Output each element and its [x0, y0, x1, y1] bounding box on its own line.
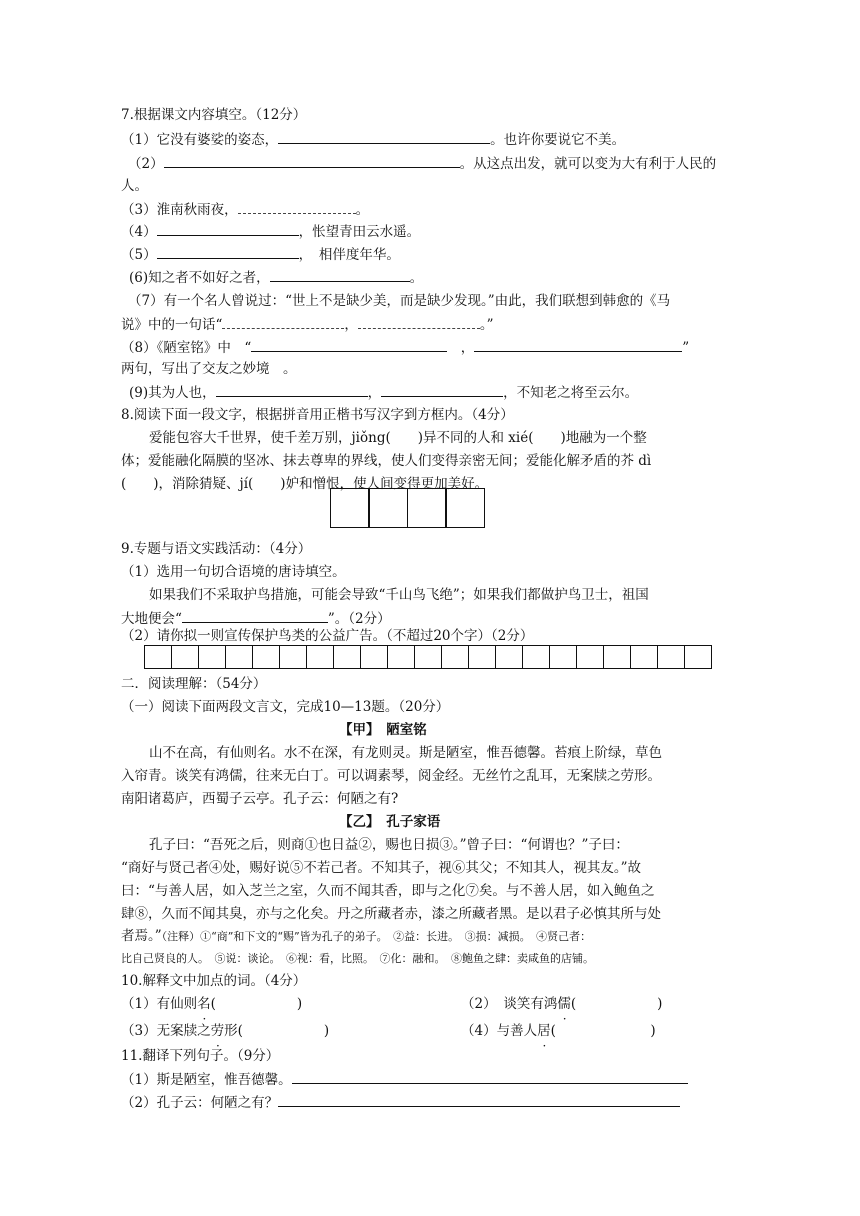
- answer-cell[interactable]: [522, 645, 551, 669]
- jia-paragraph-line: 入帘青。谈笑有鸿儒，往来无白丁。可以调素琴，阅金经。无丝竹之乱耳，无案牍之劳形。: [121, 768, 661, 784]
- q10-item-2: （2） 谈笑有鸿儒( ): [461, 996, 663, 1012]
- q11-item-1: （1）斯是陋室，惟吾德馨。: [121, 1068, 688, 1091]
- jia-paragraph-line: 山不在高，有仙则名。水不在深，有龙则灵。斯是陋室，惟吾德馨。苔痕上阶绿，草色: [149, 745, 662, 761]
- q8-paragraph-line: ( )，消除猜疑、jí( )妒和憎恨，使人间变得更加美好。: [121, 476, 489, 492]
- answer-cell[interactable]: [144, 645, 173, 669]
- q7-item-8: （8）《陋室铭》中 “ ， ”: [121, 336, 689, 359]
- answer-cell[interactable]: [603, 645, 632, 669]
- q7-item-1: （1）它没有婆娑的姿态， 。也许你要说它不美。: [121, 128, 625, 151]
- yi-notes: 比自己贤良的人。 ⑤说：谈论。 ⑥视：看，比照。 ⑦化：融和。 ⑧鲍鱼之肆：卖咸鱼的店铺。: [121, 952, 594, 965]
- answer-cell[interactable]: [252, 645, 281, 669]
- q10-title: 10.解释文中加点的词。（4分）: [121, 973, 307, 989]
- answer-blank[interactable]: [270, 266, 410, 282]
- answer-box[interactable]: [330, 488, 370, 528]
- yi-paragraph-line: 肆⑧，久而不闻其臭，亦与之化矣。丹之所藏者赤，漆之所藏者黑。是以君子必慎其所与处: [121, 906, 661, 922]
- answer-blank[interactable]: [238, 198, 356, 214]
- q9-answer-grid: [145, 645, 712, 669]
- answer-cell[interactable]: [306, 645, 335, 669]
- q9-sub-1: （1）选用一句切合语境的唐诗填空。: [121, 564, 346, 580]
- q7-item-8-cont: 两句，写出了交友之妙境 。: [121, 361, 297, 377]
- answer-blank[interactable]: [381, 381, 503, 397]
- q7-item-2: （2） 。从这点出发，就可以变为大有利于人民的: [128, 152, 716, 175]
- answer-box[interactable]: [445, 488, 485, 528]
- q8-paragraph-line: 体；爱能融化隔膜的坚冰、抹去尊卑的界线，使人们变得亲密无间；爱能化解矛盾的芥 dì: [121, 453, 652, 469]
- q8-title: 8.阅读下面一段文字，根据拼音用正楷书写汉字到方框内。（4分）: [121, 407, 514, 423]
- q7-item-4: （4） ，怅望青田云水遥。: [121, 220, 420, 243]
- jia-paragraph-line: 南阳诸葛庐，西蜀子云亭。孔子云：何陋之有?: [121, 791, 399, 807]
- q7-item-5: （5） ， 相伴度年华。: [121, 243, 400, 266]
- yi-paragraph-line: 孔子曰：“吾死之后，则商①也日益②，赐也日损③。”曾子曰：“何谓也？”子曰：: [149, 837, 629, 853]
- q9-title: 9.专题与语文实践活动：（4分）: [121, 541, 312, 557]
- q8-answer-boxes: [331, 488, 485, 528]
- q7-item-2-cont: 人。: [121, 178, 148, 194]
- answer-blank[interactable]: [474, 336, 682, 352]
- section-2-title: 二．阅读理解：（54分）: [121, 676, 267, 692]
- yi-paragraph-line: 者焉。”（注释）①“商”和下文的“赐”皆为孔子的弟子。 ②益：长进。 ③损：减损。 ④贤己者：: [121, 928, 592, 944]
- answer-cell[interactable]: [414, 645, 443, 669]
- answer-blank[interactable]: [182, 607, 328, 623]
- answer-box[interactable]: [407, 488, 447, 528]
- answer-cell[interactable]: [387, 645, 416, 669]
- answer-blank[interactable]: [222, 313, 344, 329]
- answer-cell[interactable]: [657, 645, 686, 669]
- answer-cell[interactable]: [495, 645, 524, 669]
- answer-blank[interactable]: [278, 1091, 680, 1107]
- q7-item-7-cont: 说》中的一句话“ ， 。”: [121, 313, 494, 336]
- q7-item-3: （3）淮南秋雨夜， 。: [121, 198, 369, 221]
- answer-cell[interactable]: [630, 645, 659, 669]
- yi-paragraph-line: 曰：“与善人居，如入芝兰之室，久而不闻其香，即与之化⑦矣。与不善人居，如入鲍鱼之: [121, 883, 655, 899]
- yi-paragraph-line: “商好与贤己者④处，赐好说⑤不若己者。不知其子，视⑥其父；不知其人，视其友。”故: [121, 860, 642, 876]
- q10-item-1: （1）有仙则名( ): [121, 996, 303, 1012]
- answer-cell[interactable]: [576, 645, 605, 669]
- answer-cell[interactable]: [549, 645, 578, 669]
- q11-item-2: （2）孔子云：何陋之有？: [121, 1091, 680, 1114]
- answer-blank[interactable]: [292, 1068, 688, 1084]
- answer-cell[interactable]: [279, 645, 308, 669]
- answer-cell[interactable]: [198, 645, 227, 669]
- answer-blank[interactable]: [157, 220, 299, 236]
- answer-blank[interactable]: [216, 381, 368, 397]
- q8-paragraph-line: 爱能包容大千世界，使千差万别，jiǒng( )异不同的人和 xié( )地融为一个整: [149, 430, 647, 446]
- answer-blank[interactable]: [278, 128, 490, 144]
- section-2-sub-1: （一）阅读下面两段文言文，完成10—13题。（20分）: [121, 699, 450, 715]
- q10-item-4: （4）与善人居( ): [461, 1023, 656, 1039]
- q11-title: 11.翻译下列句子。（9分）: [121, 1048, 280, 1064]
- answer-blank[interactable]: [164, 152, 460, 168]
- answer-cell[interactable]: [684, 645, 713, 669]
- answer-box[interactable]: [368, 488, 408, 528]
- answer-cell[interactable]: [171, 645, 200, 669]
- q9-sub-1-text: 如果我们不采取护鸟措施，可能会导致“千山鸟飞绝”；如果我们都做护鸟卫士，祖国: [149, 587, 649, 603]
- q7-title: 7.根据课文内容填空。（12分）: [121, 107, 307, 123]
- q7-item-7: （7）有一个名人曾说过：“世上不是缺少美，而是缺少发现。”由此，我们联想到韩愈的《马: [128, 293, 671, 309]
- answer-cell[interactable]: [225, 645, 254, 669]
- answer-cell[interactable]: [468, 645, 497, 669]
- answer-cell[interactable]: [333, 645, 362, 669]
- answer-blank[interactable]: [358, 313, 480, 329]
- q7-item-6: (6)知之者不如好之者， 。: [129, 266, 423, 289]
- answer-cell[interactable]: [360, 645, 389, 669]
- q7-item-9: (9)其为人也， ， ，不知老之将至云尔。: [129, 381, 638, 404]
- answer-cell[interactable]: [441, 645, 470, 669]
- q9-sub-1-text-cont: 大地便会“ ”。（2分）: [121, 607, 391, 630]
- jia-heading: 【甲】 陋室铭: [339, 722, 427, 738]
- q9-sub-2: （2）请你拟一则宣传保护鸟类的公益广告。（不超过20个字）（2分）: [121, 628, 534, 644]
- yi-heading: 【乙】 孔子家语: [339, 814, 441, 830]
- answer-blank[interactable]: [251, 336, 447, 352]
- q10-item-3: （3）无案牍之劳形( ): [121, 1023, 330, 1039]
- answer-blank[interactable]: [157, 243, 299, 259]
